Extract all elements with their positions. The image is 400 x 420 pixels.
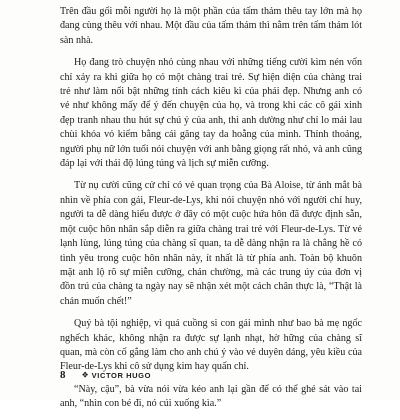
body-text — [60, 5, 362, 420]
paragraph-3: Từ nụ cười cũng cử chỉ có vẻ quan trọng của Bà Aloise, từ ánh mắt bà nhìn về phía con gái, Fleur-de-Lys, khi nói chuyện nhỏ với người chỉ huy, người ta dễ dàng hiểu được ở đây có một cuộc hứa hôn đã được định sẵn, một cuộc hôn nhân sắp diễn ra giữa chàng trai trẻ với Fleur-de-Lys. Từ vẻ lạnh lùng, lúng túng của chàng sĩ quan, ta dễ dàng nhận ra là chẳng hề có tình yêu trong cuộc hôn nhân này, ít nhất là từ phía anh. Toàn bộ khuôn mặt anh lộ rõ sự miễn cưỡng, chán chường, mà các trung úy của đơn vị đồn trú của chàng ta ngày nay sẽ nhận xét một cách chân thực là, “Thật là chán muốn chết!” — [60, 180, 362, 307]
running-header-author: VICTOR HUGO — [91, 370, 152, 380]
diamond-ornament-icon: ❖ — [81, 370, 89, 379]
paragraph-5: “Này, cậu”, bà vừa nói vừa kéo anh lại gần để có thể ghé sát vào tai anh, “nhìn con bé đi, nó cúi xuống kìa.” — [60, 383, 362, 410]
page-footer — [60, 368, 151, 382]
paragraph-1: Trên đầu gối mỗi người họ là một phần của tấm thảm thêu tay lớn mà họ đang cùng thêu với nhau. Một đầu của tấm thảm thì nằm trên tấm thảm lót sàn nhà. — [60, 6, 362, 46]
paragraph-4: Quý bà tội nghiệp, vì quá cuồng si con gái mình như bao bà mẹ ngốc nghếch khác, không nhận ra được sự lạnh nhạt, hờ hững của chàng sĩ quan, mà còn cố gắng làm cho anh chú ý vào vẻ duyên dáng, yêu kiều của Fleur-de-Lys khi cô sử dụng kim hay quấn chỉ. — [60, 318, 362, 373]
page-number: 8 — [60, 369, 66, 381]
paragraph-2: Họ đang trò chuyện nhỏ cùng nhau với những tiếng cười kìm nén vốn chỉ xảy ra khi giữa họ có một chàng trai trẻ. Sự hiện diện của chàng trai trẻ như làm nổi bật những tính cách kiêu kì của phái đẹp. Nhưng anh có vẻ như không mấy để ý đến chuyện của họ, và trong khi các cô gái xinh đẹp tranh nhau thu hút sự chú ý của anh, thì anh dường như chỉ lo mải lau chùi khóa vỏ kiếm bằng cái găng tay da hoẵng của mình. Thỉnh thoảng, người phụ nữ lớn tuổi nói chuyện với anh bằng giọng rất nhỏ, và anh cũng đáp lại với thái độ lúng túng và lịch sự miễn cưỡng. — [60, 57, 362, 170]
